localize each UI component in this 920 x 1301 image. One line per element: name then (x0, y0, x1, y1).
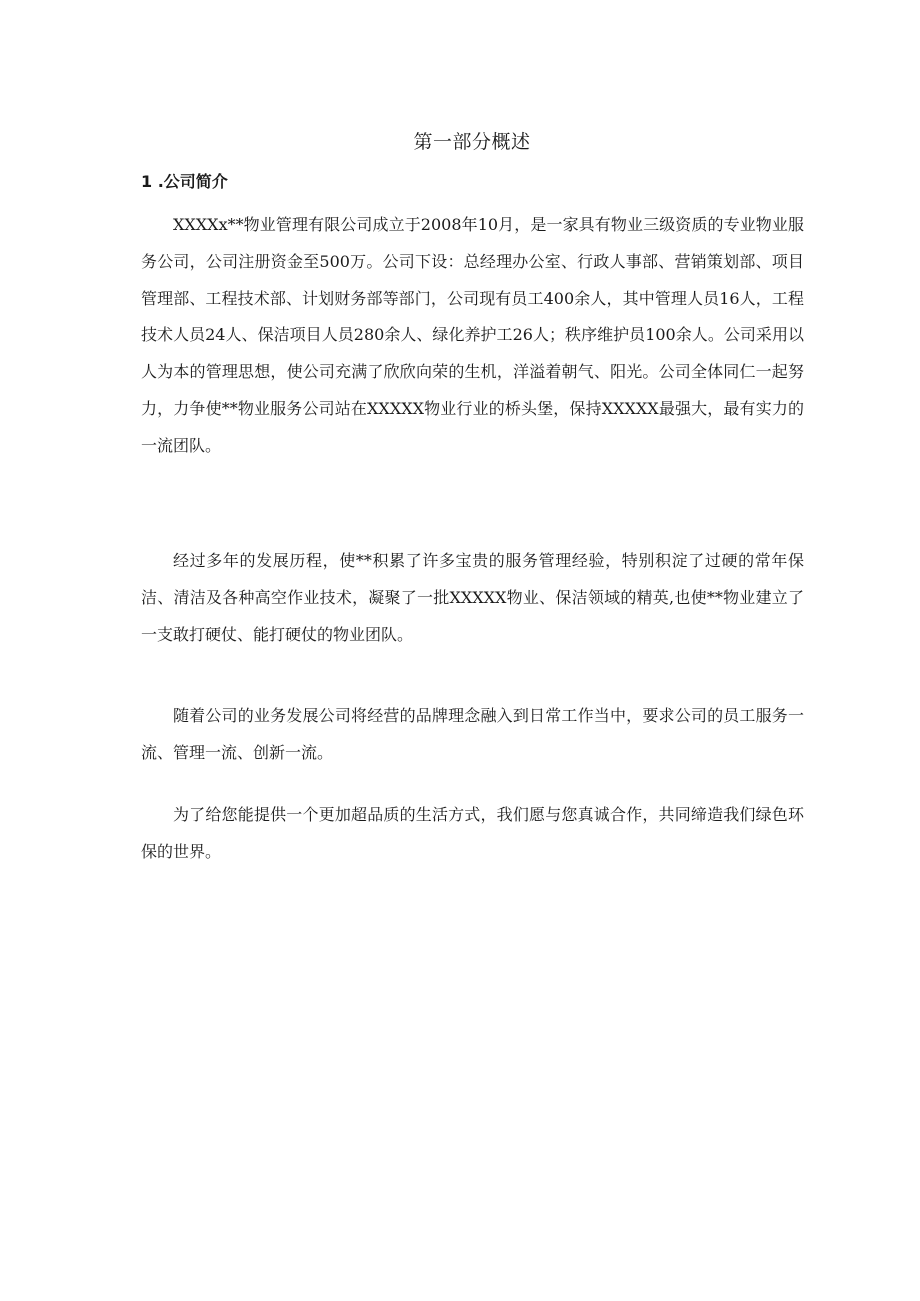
section-heading: 1 .公司简介 (141, 172, 228, 191)
paragraph-development: 经过多年的发展历程，使**积累了许多宝贵的服务管理经验，特别积淀了过硬的常年保洁、清洁及各种高空作业技术，凝聚了一批XXXXX物业、保洁领域的精英,也使**物业建立了一支敢打硬仗、能打硬仗的物业团队。 (141, 551, 804, 644)
paragraph-cooperation: 为了给您能提供一个更加超品质的生活方式，我们愿与您真诚合作，共同缔造我们绿色环保的世界。 (141, 805, 804, 861)
paragraph-company-intro: XXXXx**物业管理有限公司成立于2008年10月，是一家具有物业三级资质的专业物业服务公司，公司注册资金至500万。公司下设：总经理办公室、行政人事部、营销策划部、项目管理部、工程技术部、计划财务部等部门，公司现有员工400余人，其中管理人员16人，工程技术人员24人、保洁项目人员280余人、绿化养护工26人；秩序维护员100余人。公司采用以人为本的管理思想，使公司充满了欣欣向荣的生机，洋溢着朝气、阳光。公司全体同仁一起努力，力争使**物业服务公司站在XXXXX物业行业的桥头堡，保持XXXXX最强大，最有实力的一流团队。 (141, 215, 804, 455)
page-title: 第一部分概述 (413, 131, 531, 153)
paragraph-brand: 随着公司的业务发展公司将经营的品牌理念融入到日常工作当中，要求公司的员工服务一流、管理一流、创新一流。 (141, 706, 804, 762)
